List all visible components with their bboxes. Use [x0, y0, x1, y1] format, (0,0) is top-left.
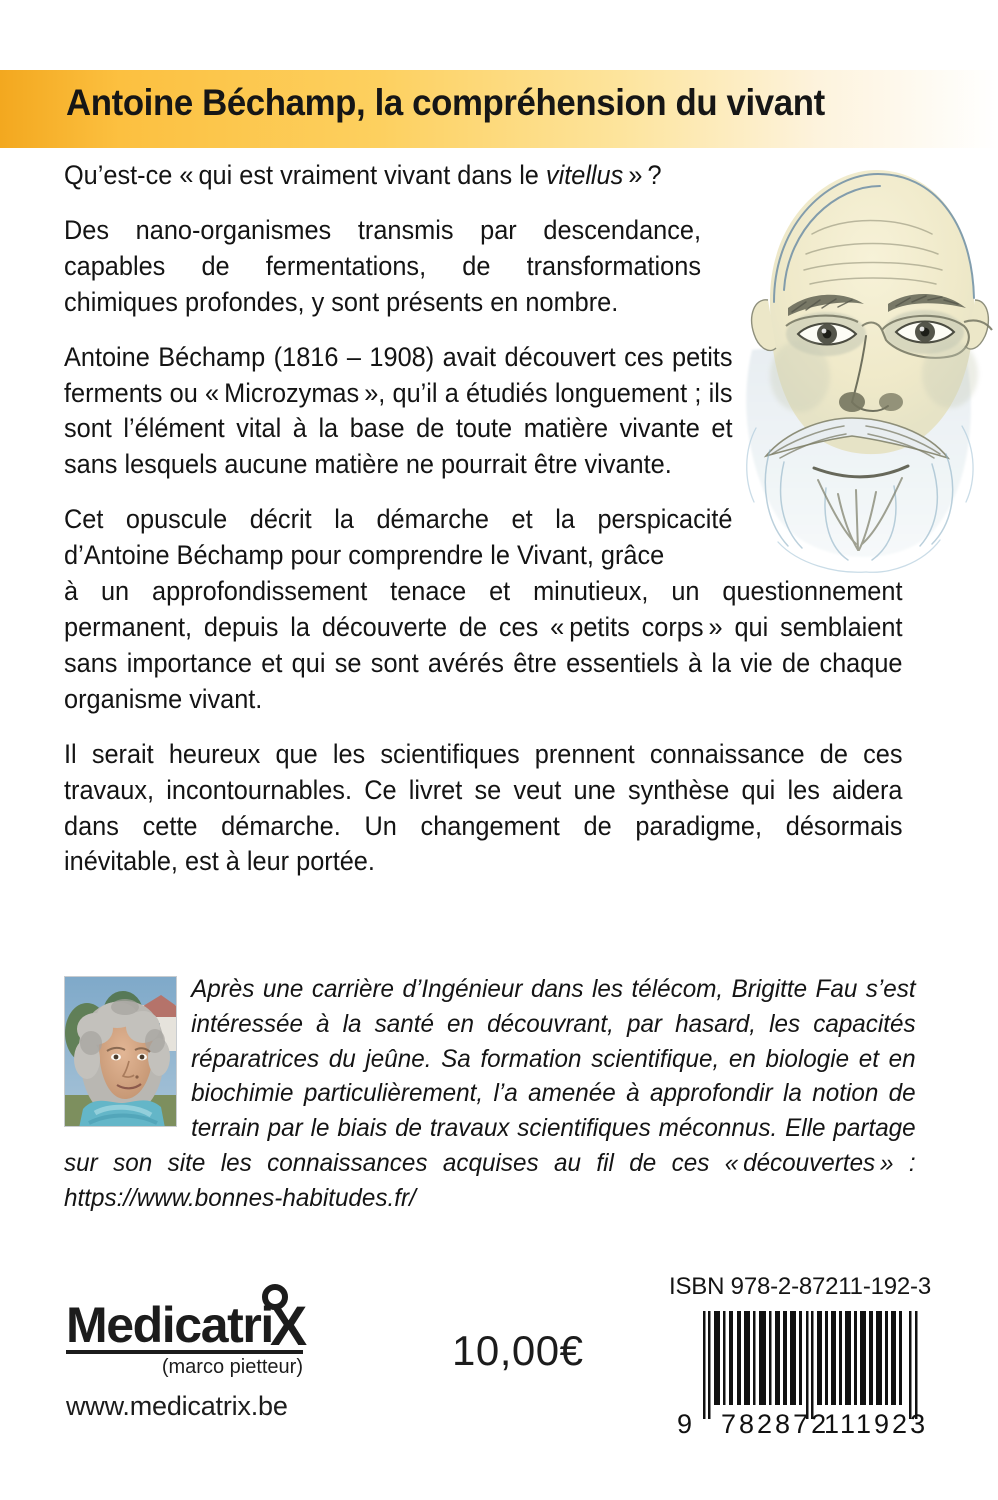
footer — [0, 1265, 998, 1465]
barcode-block — [660, 1273, 940, 1439]
lead-question-after: » ? — [623, 160, 662, 190]
publisher-wordmark-main: Medicatri — [66, 1297, 273, 1353]
publisher-logo[interactable] — [66, 1295, 396, 1422]
back-cover-copy — [64, 158, 934, 899]
svg-text:9: 9 — [677, 1409, 693, 1439]
paragraph-nano-organismes: Des nano-organismes transmis par descendance, capables de fermentations, de transformations chimiques profondes, y sont présents en nombre. — [64, 214, 701, 317]
lead-question-emphasis: vitellus — [545, 160, 624, 190]
ean13-barcode — [669, 1307, 931, 1439]
price-label: 10,00€ — [452, 1327, 584, 1374]
paragraph-scientifiques: Il serait heureux que les scientifiques prennent connaissance de ces travaux, incontournables. Ce livret se veut une synthèse qui les aidera dans cette démarche. Un changement de paradigme, désormais inévitable, est à leur portée. — [64, 738, 903, 877]
lead-question — [64, 158, 701, 194]
svg-text:782872: 782872 — [721, 1409, 830, 1439]
paragraph-bechamp-microzymas: Antoine Béchamp (1816 – 1908) avait découvert ces petits ferments ou « Microzymas », qu’il a étudiés longuement ; ils sont l’élément vital à la base de toute matière vivante et sans lesquels aucune matière ne pourrait être vivante. — [64, 341, 733, 480]
publisher-wordmark — [66, 1294, 396, 1357]
publisher-wordmark-x: X — [269, 1294, 306, 1357]
paragraph-opuscule-part1: Cet opuscule décrit la démarche et la perspicacité d’Antoine Béchamp pour comprendre le Vivant, grâce — [64, 504, 733, 571]
author-bio-text: Après une carrière d’Ingénieur dans les télécom, Brigitte Fau s’est intéressée à la santé en découvrant, par hasard, les capacités réparatrices du jeûne. Sa formation scientifique, en biologie et en biochimie particulièrement, l’a amenée à approfondir la notion de terrain par le biais de travaux scientifiques méconnus. Elle partage sur son site les connaissances acquises au fil de ces « découvertes » : https://www.bonnes-habitudes.fr/ — [64, 975, 916, 1212]
page-title: Antoine Béchamp, la compréhension du vivant — [66, 82, 825, 123]
author-bio-block — [64, 972, 942, 1215]
lead-question-before: Qu’est-ce « qui est vraiment vivant dans le — [64, 160, 546, 190]
paragraph-opuscule-part2: à un approfondissement tenace et minutieux, un questionnement permanent, depuis la découverte de ces « petits corps » qui semblaient sans importance et qui se sont avérés être essentiels à la vie de chaque organisme vivant. — [64, 576, 903, 714]
isbn-label: ISBN 978-2-87211-192-3 — [669, 1273, 931, 1300]
svg-text:111923: 111923 — [824, 1409, 929, 1439]
publisher-subtitle: (marco pietteur) — [161, 1356, 303, 1378]
publisher-website[interactable]: www.medicatrix.be — [66, 1391, 288, 1421]
logo-ring-icon — [262, 1284, 288, 1310]
